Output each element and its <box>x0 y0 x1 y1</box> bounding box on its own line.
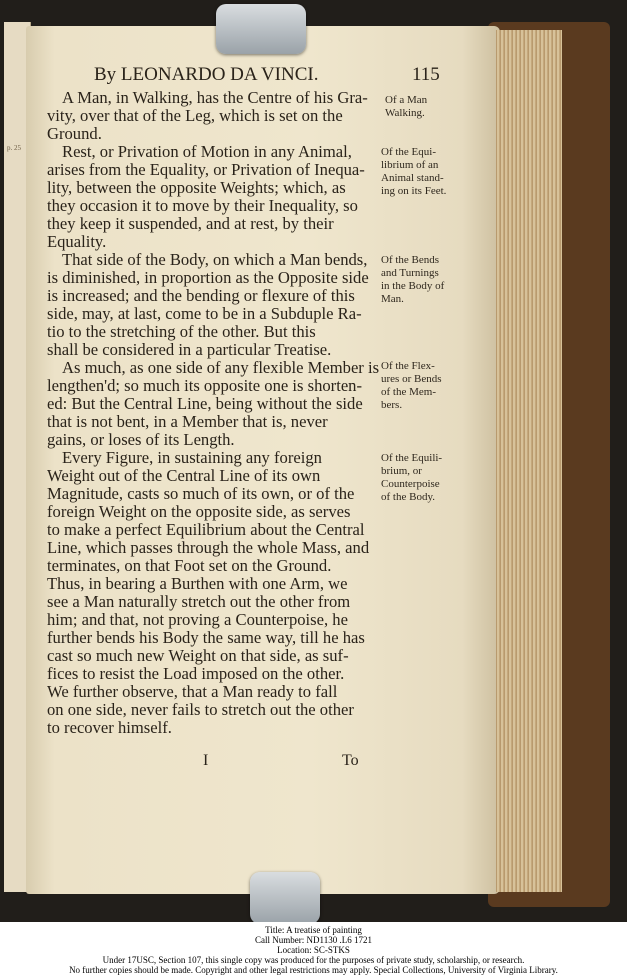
text-line: ed: But the Central Line, being without the side <box>47 394 363 413</box>
footer-location: Location: SC-STKS <box>277 945 350 955</box>
library-footer <box>0 922 627 975</box>
text-line: We further observe, that a Man ready to fall <box>47 682 338 701</box>
running-head: By LEONARDO DA VINCI. <box>94 64 319 85</box>
text-line: on one side, never fails to stretch out the other <box>47 700 354 719</box>
text-line: Line, which passes through the whole Mass, and <box>47 538 370 557</box>
text-line: Weight out of the Central Line of its own <box>47 466 321 485</box>
text-line: is increased; and the bending or flexure of this <box>47 286 355 305</box>
text-line: foreign Weight on the opposite side, as serves <box>47 502 351 521</box>
text-line: fices to resist the Load imposed on the other. <box>47 664 345 683</box>
footer-notice: No further copies should be made. Copyright and other legal restrictions may apply. Special Collections, University of Virginia Library. <box>69 965 558 975</box>
text-line: lengthen'd; so much its opposite one is shorten- <box>47 376 363 395</box>
text-line: That side of the Body, on which a Man bends, <box>62 250 368 269</box>
left-page-number: p. 25 <box>7 144 21 152</box>
footer-title: Title: A treatise of painting <box>265 925 362 935</box>
text-line: that is not bent, in a Member that is, never <box>47 412 328 431</box>
side-note: Of the Equili- brium, or Counterpoise of the Body. <box>381 452 443 503</box>
text-line: Every Figure, in sustaining any foreign <box>62 448 322 467</box>
text-line: is diminished, in proportion as the Opposite side <box>47 268 369 287</box>
text-line: gains, or loses of its Length. <box>47 430 235 449</box>
catchword: To <box>342 752 359 769</box>
text-line: cast so much new Weight on that side, as suf- <box>47 646 349 665</box>
signature-mark: I <box>203 752 209 769</box>
text-line: tio to the stretching of the other. But this <box>47 322 316 341</box>
text-line: side, may, at last, come to be in a Subduple Ra- <box>47 304 362 323</box>
footer-call-number: Call Number: ND1130 .L6 1721 <box>255 935 372 945</box>
page-number: 115 <box>412 64 440 85</box>
page-block-edge <box>496 30 562 892</box>
side-note: Of the Flex- ures or Bends of the Mem- bers. <box>381 360 442 411</box>
text-line: arises from the Equality, or Privation of Inequa- <box>47 160 365 179</box>
side-note: Of the Bends and Turnings in the Body of Man. <box>381 254 445 305</box>
text-line: Thus, in bearing a Burthen with one Arm, we <box>47 574 348 593</box>
text-line: As much, as one side of any flexible Member is <box>62 358 380 377</box>
side-note: Of the Equi- librium of an Animal stand- ing on its Feet. <box>381 146 447 197</box>
text-line: lity, between the opposite Weights; which, as <box>47 178 346 197</box>
text-line: they occasion it to move by their Inequality, so <box>47 196 358 215</box>
text-line: Equality. <box>47 232 107 251</box>
text-line: Rest, or Privation of Motion in any Animal, <box>62 142 352 161</box>
text-line: to recover himself. <box>47 718 172 737</box>
text-line: Ground. <box>47 124 102 143</box>
text-line: him; and that, not proving a Counterpoise, he <box>47 610 348 629</box>
text-line: see a Man naturally stretch out the other from <box>47 592 351 611</box>
text-line: terminates, on that Foot set on the Ground. <box>47 556 332 575</box>
footer-notice: Under 17USC, Section 107, this single copy was produced for the purposes of private study, scholarship, or research. <box>102 955 525 965</box>
text-line: A Man, in Walking, has the Centre of his Gra- <box>62 88 368 107</box>
page-clip-top <box>216 4 306 54</box>
text-line: Magnitude, casts so much of its own, or of the <box>47 484 355 503</box>
text-line: vity, over that of the Leg, which is set on the <box>47 106 343 125</box>
side-note: Of a Man Walking. <box>385 94 428 119</box>
text-line: further bends his Body the same way, till he has <box>47 628 365 647</box>
text-line: shall be considered in a particular Treatise. <box>47 340 332 359</box>
text-line: they keep it suspended, and at rest, by their <box>47 214 334 233</box>
page-clip-bottom <box>250 872 320 922</box>
text-line: to make a perfect Equilibrium about the Central <box>47 520 365 539</box>
